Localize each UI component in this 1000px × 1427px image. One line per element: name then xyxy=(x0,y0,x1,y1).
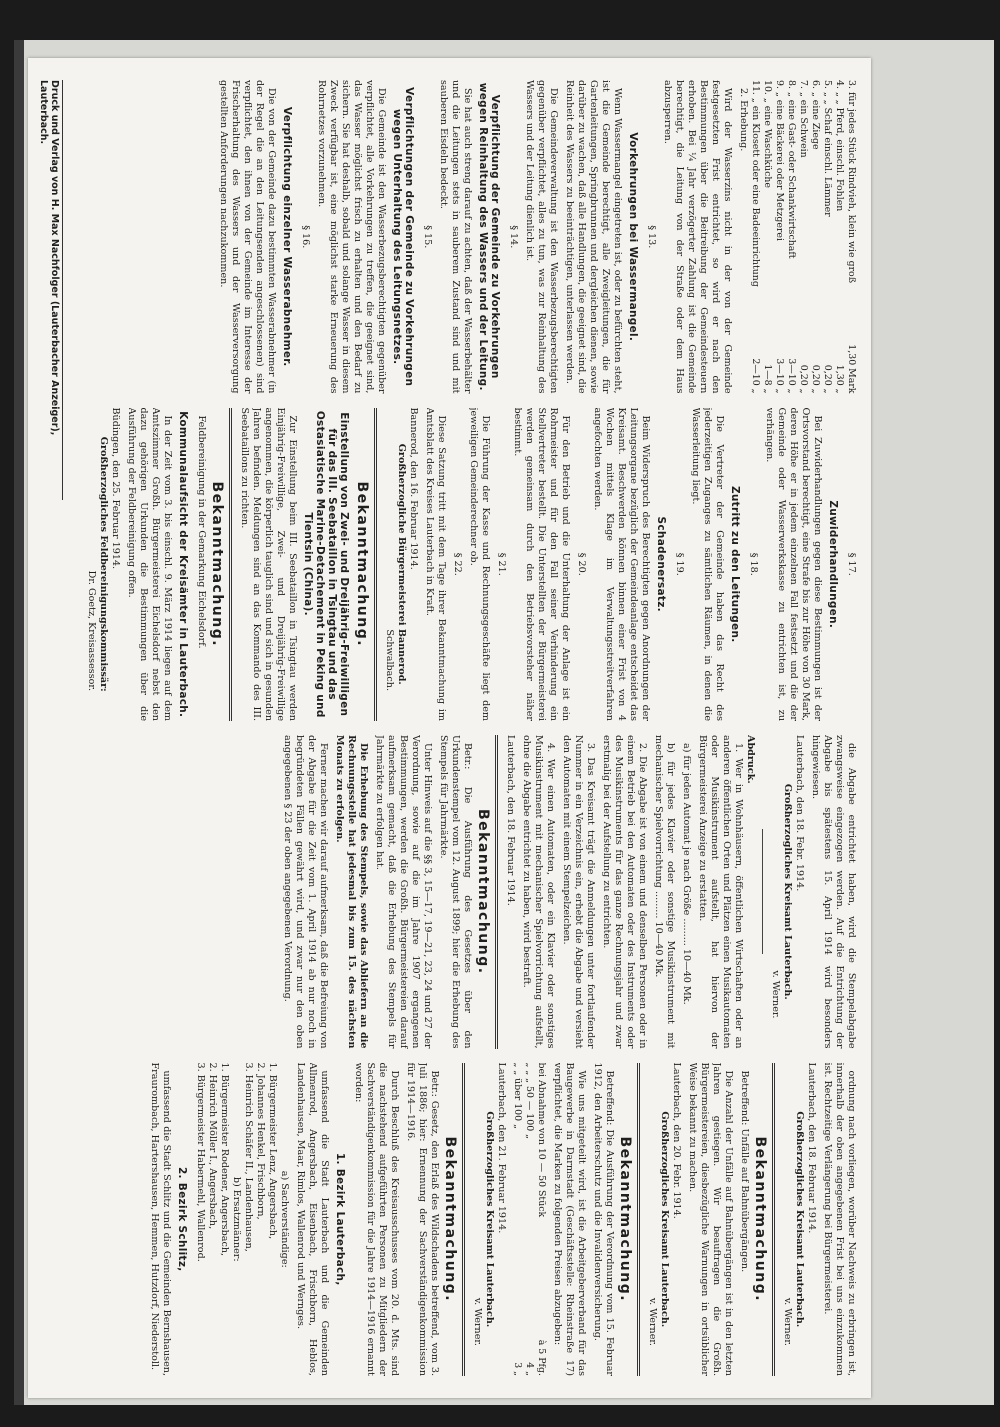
divider xyxy=(762,829,763,954)
column-4 xyxy=(77,1063,857,1377)
signature-name: v. Werner. xyxy=(782,1297,793,1346)
column-1 xyxy=(77,80,857,394)
section-number: § 14. xyxy=(508,225,519,249)
paragraph: Die Erhebung des Stempels, sowie das Abliefern an die Rechnungsstelle hat jedesmal bis zum 15. des nächsten Monats zu erfolgen. xyxy=(334,735,369,1049)
section-heading: Zuwiderhandlungen. xyxy=(827,500,839,629)
announcement-heading: Einstellung von Zwei- und Dreijährig-Freiwilligen für das III. Seebataillon in Tsingtau und das Ostasiatische Marine-Detachement in Peking und Tientsin (China). xyxy=(302,410,350,718)
fee-row: 4. „ „ Pferd, einschl. Fohlen 1,30 „ xyxy=(834,80,845,394)
paragraph: Wenn Wassermangel eingetreten ist, oder zu befürchten steht, ist die Gemeinde berechtigt, alle Zweigleitungen, die für Gartenleitungen, Springbrunnen und dergleichen dienen, sowie darüber zu wachen, daß alle Handlungen, die geeignet sind, die Reinheit des Wassers zu beeinträchtigen, unterlassen werden. xyxy=(564,80,623,394)
signature-name: Schwalbach. xyxy=(384,629,395,691)
list-item: 1. Bürgermeister Lenz, Angersbach, xyxy=(267,1062,278,1240)
list-heading: a) Sachverständige: xyxy=(279,1170,290,1268)
paragraph: Zur Einstellung beim III. Seebataillon in Tsingtau werden Einjährig-Freiwillige, Zwei- und Dreijährig-Freiwillige angenommen, die körperlich tauglich sind und sich in gesunden Jahren befinden. Meldungen sind an das Kommando des III. Seebataillons zu richten. xyxy=(239,407,298,721)
place-date: Bannerod, den 16. Februar 1914. xyxy=(408,407,419,570)
binding-shadow xyxy=(14,40,24,1405)
abdruck-label: Abdruck. xyxy=(745,735,756,784)
section-number: § 20. xyxy=(576,552,587,576)
signature-name: Dr. Goetz, Kreisassessor. xyxy=(86,570,97,691)
signature-name: v. Werner. xyxy=(647,1297,658,1346)
page-content-rotated xyxy=(28,58,871,1398)
paragraph: 2. Die Abgabe ist von einem und denselben Personen oder in einem Betrieb bei den Automaten oder des Instruments oder des Musikinstruments für das ganze Rechnungsjahr und zwar erstmalig bei der Aufstellung zu entrichten. xyxy=(601,735,648,1049)
paragraph: Betr.: Die Ausführung des Gesetzes über den Urkundenstempel vom 12. August 1899; hier die Erhebung des Stempels für Jahrmärkte. xyxy=(438,735,473,1049)
paragraph: Diese Satzung tritt mit dem Tage ihrer Bekanntmachung im Amtsblatt des Kreises Lauterbach in Kraft. xyxy=(424,407,447,721)
announcement-title: Bekanntmachung. xyxy=(617,1136,633,1303)
divider xyxy=(772,1063,775,1377)
list-item: 2. Johannes Henkel, Frischborn, xyxy=(255,1062,266,1220)
section-number: § 19. xyxy=(674,552,685,576)
paragraph: umfassend die Stadt Lauterbach und die Gemeinden Allmenrod, Angersbach, Eisenbach, Frischborn, Heblos, Landenhausen, Maar, Rimlos, Wallenrod und Wernges. xyxy=(295,1062,330,1376)
section-number: § 15. xyxy=(422,225,433,249)
divider xyxy=(374,408,377,722)
subsection-heading: 2. Erhebung. xyxy=(738,88,749,152)
paragraph: Beim Widerspruch des Berechtigten gegen Anordnungen der Leitungsorgane bezüglich der Gemeindeanlage entscheidet das Kreisamt. Beschwerden können binnen einer Frist von 4 Wochen mittels Klage im Verwaltungsstreitverfahren angefochten werden. xyxy=(592,407,651,721)
place-date: Lauterbach, den 21. Februar 1914. xyxy=(496,1062,507,1234)
announcement-heading: Kommunalaufsicht der Kreisämter in Lauterbach. xyxy=(177,411,189,718)
place-date: Lauterbach, den 18. Februar 1914. xyxy=(505,735,516,906)
district-heading: 1. Bezirk Lauterbach, xyxy=(334,1152,346,1286)
paragraph: Betr.: Gesetz, den Erlaß des Wildschadens betreffend, vom 3. Juli 1886; hier: Ernennung der Sachverständigenkommission für 1914—1916. xyxy=(405,1062,440,1376)
district-heading: 2. Bezirk Schlitz, xyxy=(176,1166,188,1272)
column-3 xyxy=(77,735,857,1049)
divider xyxy=(637,1063,640,1377)
column-2 xyxy=(77,408,857,722)
paragraph: die Abgabe entrichtet haben, wird die Stempelabgabe zwangsweise eingezogen werden. Auf die Entrichtung der Abgabe bis spätestens 15. April 1914 wird besonders hingewiesen. xyxy=(810,735,857,1049)
list-heading: b) Ersatzmänner: xyxy=(231,1176,242,1262)
list-item: 3. Bürgermeister Habermehl, Wallenrod. xyxy=(195,1062,206,1262)
fee-row: 9. „ eine Bäckerei oder Metzgerei 3—10 „ xyxy=(774,80,785,394)
signature-authority: Großherzogliches Kreisamt Lauterbach. xyxy=(782,783,793,1000)
place-date: Lauterbach, den 18. Febr. 1914. xyxy=(794,735,805,892)
paragraph: Die Führung der Kasse und Rechnungsgeschäfte liegt dem jeweiligen Gemeinderechner ob. xyxy=(468,407,491,721)
paragraph: Die Anzahl der Unfälle auf Bahnübergängen ist in den letzten Jahren gestiegen. Wir beauftragen die Großh. Bürgermeistereien, diesbezügliche Warnungen in ortsüblicher Weise bekannt zu machen. xyxy=(687,1062,734,1376)
price-row: „ „ über 100 „ 3 „ xyxy=(512,1062,523,1376)
fee-table xyxy=(749,80,857,394)
list-item: 1. Bürgermeister Rodener, Angersbach, xyxy=(219,1062,230,1257)
section-number: § 16. xyxy=(300,225,311,249)
paragraph: 4. Wer einen Automaten, oder ein Klavier oder sonstiges Musikinstrument mit mechanischer Spielvorrichtung aufstellt, ohne die Abgabe entrichtet zu haben, wird bestraft. xyxy=(521,735,556,1049)
paragraph: Die Gemeinde ist den Wasserbezugsberechtigten gegenüber verpflichtet, alle Vorkehrungen zu treffen, die geeignet sind, das Wasser möglichst frisch zu erhalten und den Bedarf zu sichern. Sie hat deshalb, sobald und solange Wasser in diesem Zweck verfügbar ist, eine möglichst starke Erneuerung des Rohrnetzes vorzunehmen. xyxy=(316,80,387,394)
fee-row: 10. „ eine Waschküche 1—8 „ xyxy=(762,80,773,394)
divider xyxy=(462,1063,465,1377)
place-date: Lauterbach, den 20. Febr. 1914. xyxy=(671,1062,682,1219)
place-date: Büdingen, den 25. Februar 1914. xyxy=(110,407,121,570)
signature-name: v. Werner. xyxy=(770,970,781,1019)
section-heading: Verpflichtung einzelner Wasserabnehmer. xyxy=(281,106,293,367)
section-heading: Vorkehrungen bei Wassermangel. xyxy=(627,132,639,342)
signature-name: v. Werner. xyxy=(472,1297,483,1346)
paragraph: Die Vertreter der Gemeinde haben das Recht des jederzeitigen Zuganges zu sämtlichen Räumen, in denen die Wasserleitung liegt. xyxy=(690,407,725,721)
list-item: 3. Heinrich Schäfer II., Landenhausen, xyxy=(243,1062,254,1252)
paragraph: umfassend die Stadt Schlitz und die Gemeinden Bernshausen, Fraurombach, Hartershausen, Hemmen, Hutzdorf, Niederstoll. xyxy=(149,1062,172,1376)
announcement-title: Bekanntmachung. xyxy=(354,481,370,648)
paragraph: ordnung nach vorliegen, worüber Nachweis zu erbringen ist, innerhalb der oben angegebenen Frist bei uns einzukommen ist. Rechtzeitige Verlängerung bei Bürgermeisterei. xyxy=(822,1062,857,1376)
signature-authority: Großherzogliches Feldbereinigungskommissär: xyxy=(98,436,109,692)
paragraph: 1. Wer in Wohnhäusern, öffentlichen Wirtschaften oder an anderen öffentlichen Orten und Plätzen einen Musikautomaten oder Musikinstrument aufstellt, hat hiervon der Bürgermeisterei Anzeige zu erstatten. xyxy=(697,735,744,1049)
section-number: § 18. xyxy=(748,552,759,576)
paragraph: Ferner machen wir darauf aufmerksam, daß die Befreiung von der Abgabe für die Zeit vom 1. April 1914 ab nur noch in begründeten Fällen gewährt wird, und zwar nur den oben angegebenen § 23 der oben angegebenen Verordnung. xyxy=(282,735,329,1049)
signature-authority: Großherzogliches Kreisamt Lauterbach. xyxy=(484,1111,495,1328)
section-heading: Verpflichtungen der Gemeinde zu Vorkehrungen wegen Unterhaltung des Leitungsnetzes. xyxy=(391,87,415,387)
section-heading: Verpflichtung der Gemeinde zu Vorkehrungen wegen Reinhaltung des Wassers und der Leitung. xyxy=(477,82,501,391)
section-number: § 17. xyxy=(846,552,857,576)
section-heading: Zutritt zu den Leitungen. xyxy=(729,485,741,643)
price-row: bei Abnahme von 10 — 50 Stück à 5 Pfg. xyxy=(536,1062,547,1376)
paragraph: b) für jedes Klavier oder sonstige Musikinstrument mit mechanischer Spielvorrichtung ......... 10—40 Mk. xyxy=(653,735,676,1049)
section-number: § 22. xyxy=(452,552,463,576)
fee-row: 11. „ ein Klosett oder eine Badeeinrichtung 2—10 „ xyxy=(750,80,761,394)
section-heading: Schadenersatz. xyxy=(655,516,667,612)
paragraph: Unter Hinweis auf die §§ 3, 15—17, 19—21, 23, 24 und 27 der Verordnung, sowie auf die im Jahre 1907 ergangenen Bestimmungen, werden die Großh. Bürgermeistereien darauf aufmerksam gemacht, daß die Erhebung des Stempels für Jahrmärkte zu erfolgen hat. xyxy=(374,735,433,1049)
paragraph: Feldbereinigung in der Gemarkung Eichelsdorf. xyxy=(196,415,207,649)
section-number: § 21. xyxy=(496,552,507,576)
list-item: 2. Heinrich Möller I., Angersbach, xyxy=(207,1062,218,1230)
fee-row: 3. für jedes Stück Rindvieh, klein wie groß 1,30 Mark xyxy=(846,80,857,394)
price-row: „ „ „ 50 — 100 „ 4 „ xyxy=(524,1062,535,1376)
paragraph: Betreffend: Die Ausführung der Verordnung vom 15. Februar 1912, den Arbeiterschutz und die Invalidenversicherung. xyxy=(592,1062,615,1376)
fee-row: 6. „ eine Ziege 0,20 „ xyxy=(810,80,821,394)
fee-row: 8. „ eine Gast- oder Schankwirtschaft 3—10 „ xyxy=(786,80,797,394)
paragraph: Durch Beschluß des Kreisausschusses vom 20. d. Mts. sind die nachstehend aufgeführten Personen zu Mitgliedern der Sachverständigenkommission für die Jahre 1914—1916 ernannt worden: xyxy=(353,1062,400,1376)
divider xyxy=(229,408,232,722)
fee-row: 7. „ ein Schwein 0,20 „ xyxy=(798,80,809,394)
paragraph: Wie uns mitgeteilt wird, ist die Arbeitgeberverband für das Baugewerbe in Darmstadt (Geschäftsstelle: Rheinstraße 17) verpflichtet, die Marken zu folgenden Preisen abzugeben: xyxy=(552,1062,587,1376)
newspaper-page xyxy=(28,58,871,1398)
signature-authority: Großherzogliches Kreisamt Lauterbach. xyxy=(659,1111,670,1328)
paragraph: Die von der Gemeinde dazu bestimmten Wasserabnehmer (in der Regel die an den Leitungsenden angeschlossenen) sind verpflichtet, den ihnen von der Gemeinde im Interesse der Frischerhaltung des Wassers und der Wasserversorgung gestellten Anforderungen nachzukommen. xyxy=(218,80,277,394)
paragraph: Wird der Wasserzins nicht in der von der Gemeinde festgesetzten Frist entrichtet, so wird er nach den Bestimmungen über die Beitreibung der Gemeindesteuern erhoben. Bei ¼ Jahr verzögerter Zahlung ist die Gemeinde berechtigt, die Leitung von der Straße oder dem Haus abzusperren. xyxy=(662,80,733,394)
printer-imprint: Druck und Verlag von H. Max Nachfolger (Lauterbacher Anzeiger), Lauterbach. xyxy=(38,80,63,500)
paragraph: Die Gemeindeverwaltung ist den Wasserbezugsberechtigten gegenüber verpflichtet, alles zu tun, was zur Reinhaltung des Wassers und der Leitung dienlich ist. xyxy=(524,80,559,394)
announcement-title: Bekanntmachung. xyxy=(209,481,225,648)
paragraph: Sie hat auch streng darauf zu achten, daß der Wasserbehälter und die Leitungen stets in sauberem Zustand sind und mit sauberen Eisdeln bedeckt. xyxy=(438,80,473,394)
place-date: Lauterbach, den 18. Februar 1914. xyxy=(806,1062,817,1234)
announcement-title: Bekanntmachung. xyxy=(442,1136,458,1303)
paragraph: In der Zeit vom 3. bis einschl. 9. März 1914 liegen auf dem Amtszimmer Großh. Bürgermeisterei Eichelsdorf nebst den dazu gehörigen Urkunden die Bestimmungen über die Ausführung der Feldbereinigung offen. xyxy=(126,407,173,721)
paragraph: 3. Das Kreisamt trägt die Anmeldungen unter fortlaufender Nummer in ein Verzeichnis ein, erhebt die Abgabe und versieht den Automaten mit einem Stempelzeichen. xyxy=(561,735,596,1049)
signature-authority: Großherzogliche Bürgermeisterei Bannerod. xyxy=(396,443,407,685)
divider xyxy=(495,735,498,1049)
announcement-title: Bekanntmachung. xyxy=(752,1136,768,1303)
paragraph: Betreffend: Unfälle auf Bahnübergängen. xyxy=(739,1070,750,1273)
paragraph: Bei Zuwiderhandlungen gegen diese Bestimmungen ist der Ortsvorstand berechtigt, eine Strafe bis zur Höhe von 30 Mark, deren Höhe er in jedem einzelnen Fall festsetzt und die der Gemeinde oder Wasserwerkskasse zu entrichten ist, zu verhängen. xyxy=(764,407,823,721)
paragraph: a) für jeden Automat je nach Größe ......... 10—40 Mk. xyxy=(681,743,692,1005)
section-number: § 13. xyxy=(646,225,657,249)
signature-authority: Großherzogliches Kreisamt Lauterbach. xyxy=(794,1111,805,1328)
paragraph: Für den Betrieb und die Unterhaltung der Anlage ist ein Rohrmeister und für den Fall seiner Verhinderung ein Stellvertreter bestellt. Die Unterstellten der Bürgermeisterei werden gemeinsam durch den Betriebsvorsteher näher bestimmt. xyxy=(512,407,571,721)
announcement-title: Bekanntmachung. xyxy=(475,808,491,975)
fee-row: 5. „ „ Schaf einschl. Lämmer 0,20 „ xyxy=(822,80,833,394)
